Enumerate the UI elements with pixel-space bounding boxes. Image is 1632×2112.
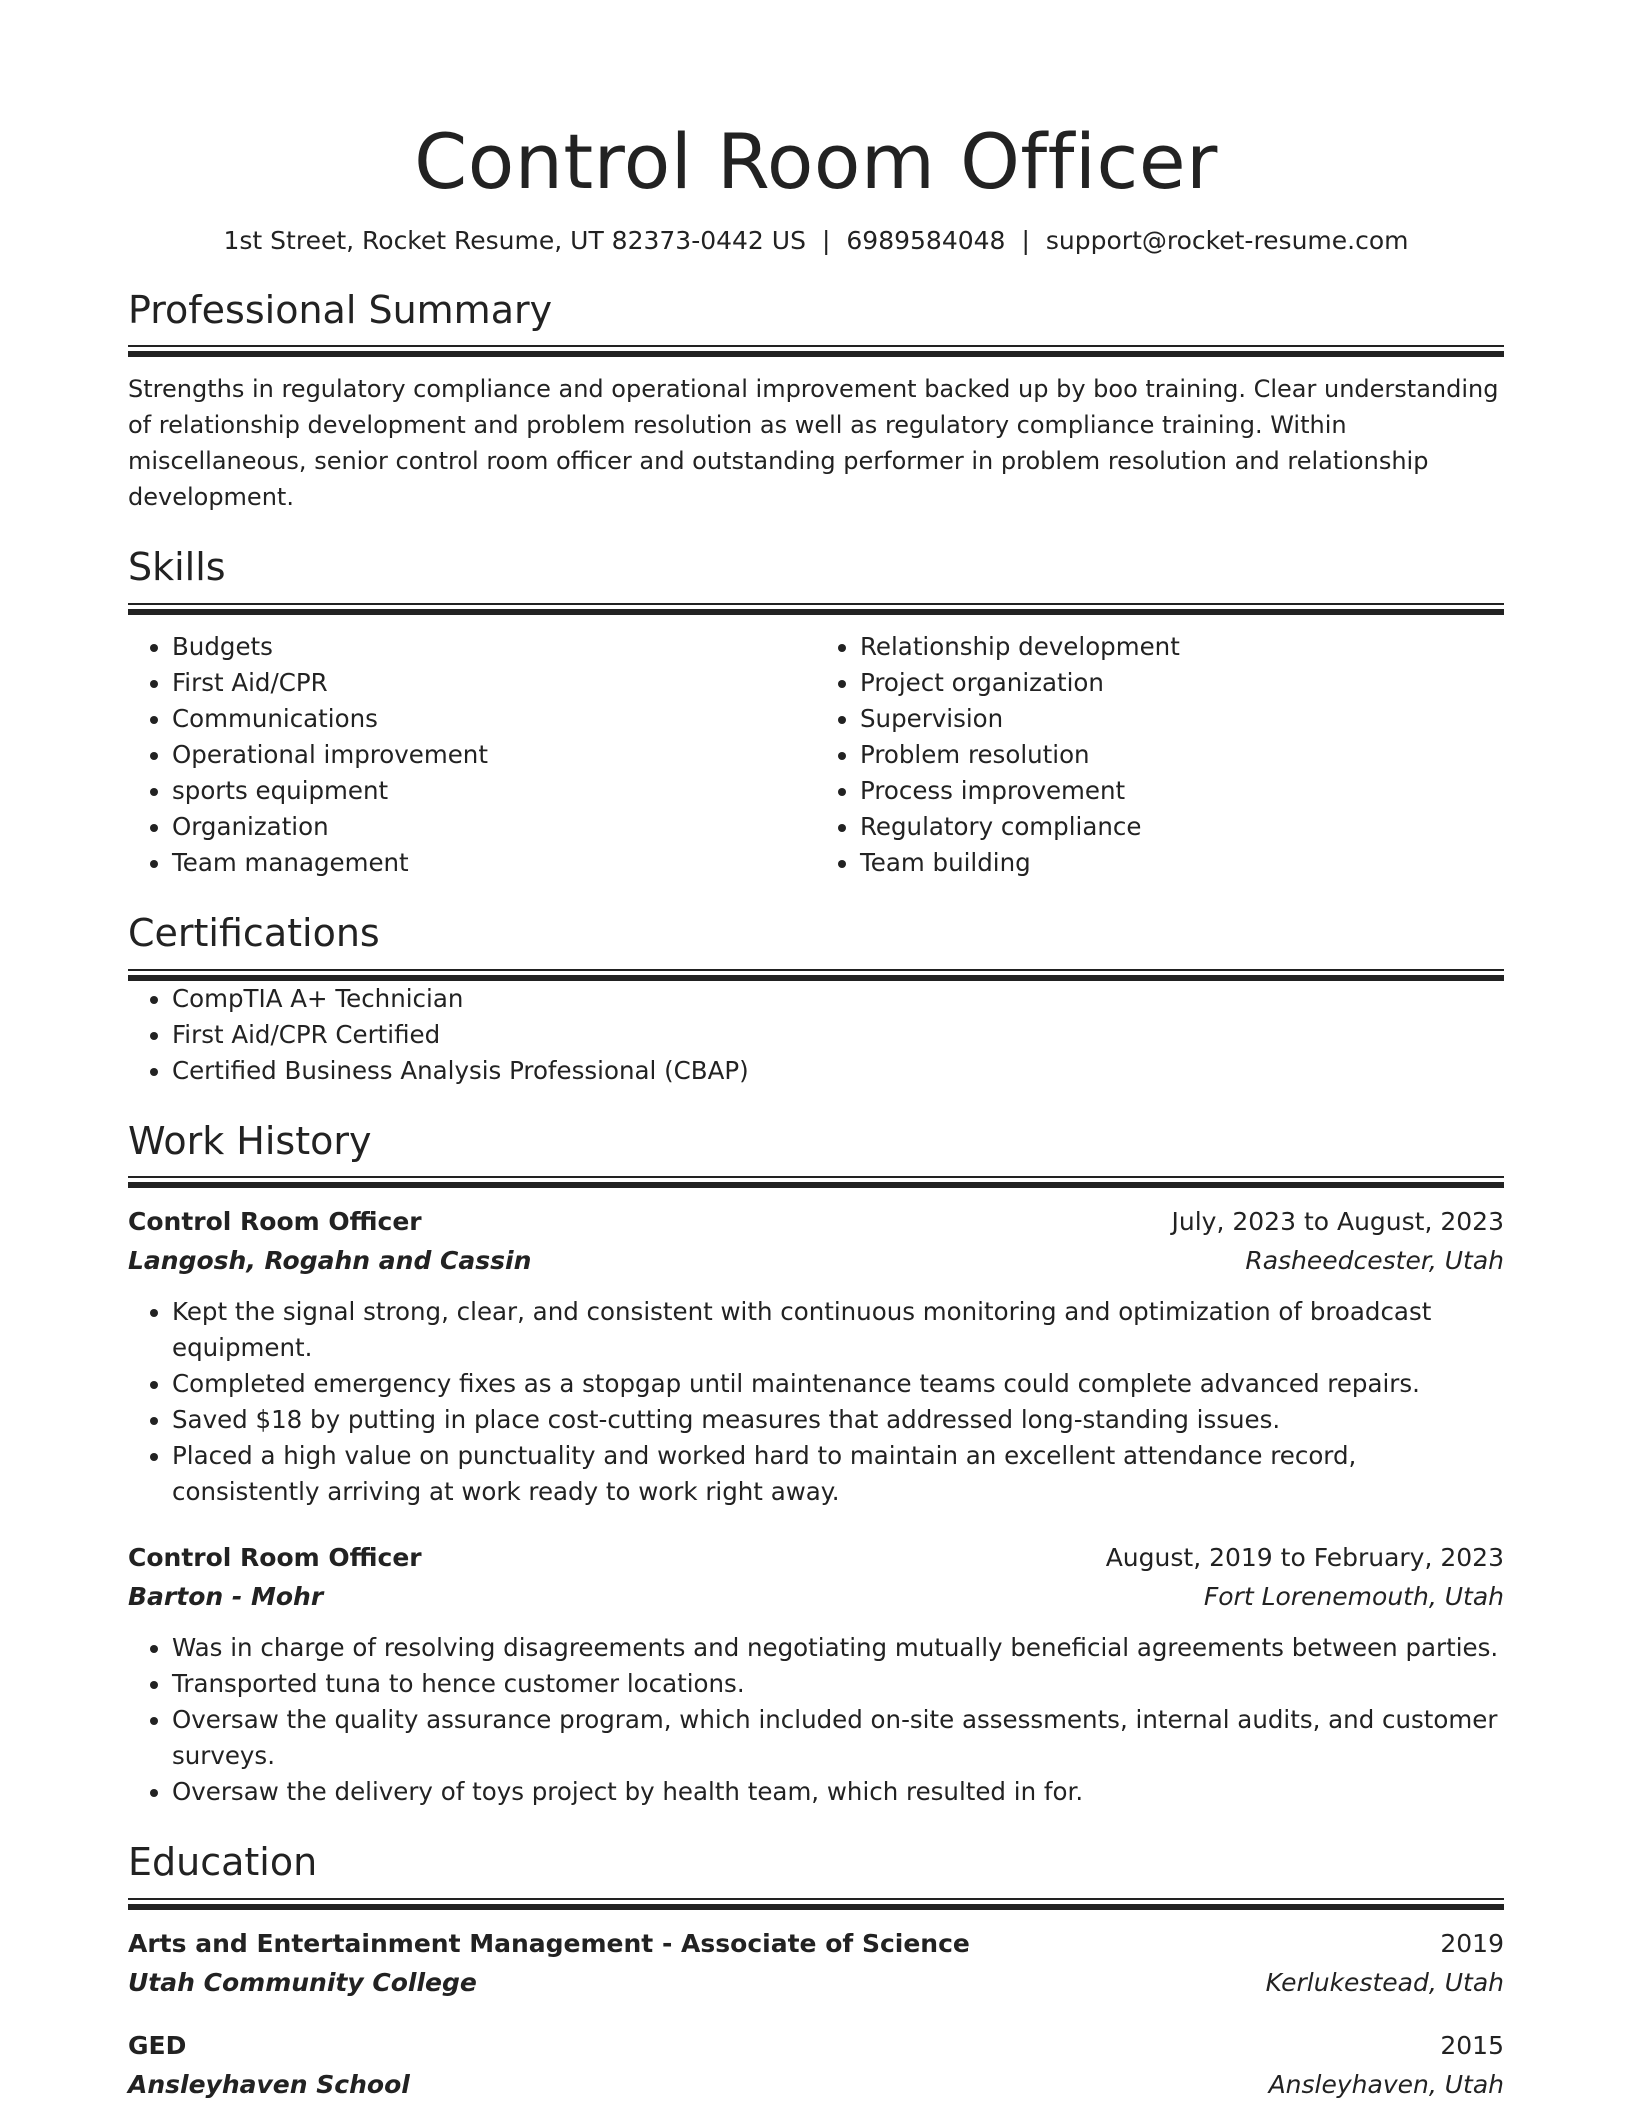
education-entry bbox=[128, 1924, 1504, 2002]
skill-item: • Operational improvement bbox=[172, 737, 816, 773]
skills-section bbox=[128, 545, 1504, 881]
section-divider bbox=[128, 1898, 1504, 1910]
education-header-row bbox=[128, 2026, 1504, 2065]
section-title-work-history: Work History bbox=[128, 1118, 372, 1163]
job-bullet: • Completed emergency fixes as a stopgap until maintenance teams could complete advanced repairs. bbox=[172, 1366, 1504, 1402]
job-location: Rasheedcester, Utah bbox=[1245, 1246, 1504, 1276]
certification-item: • First Aid/CPR Certified bbox=[172, 1017, 1504, 1053]
job-title: Control Room Officer bbox=[128, 1543, 422, 1573]
section-divider bbox=[128, 603, 1504, 615]
resume-page bbox=[128, 118, 1504, 2104]
job-entry bbox=[128, 1538, 1504, 1810]
job-bullet: • Was in charge of resolving disagreements and negotiating mutually beneficial agreements between parties. bbox=[172, 1630, 1504, 1666]
certification-item: • Certified Business Analysis Professional (CBAP) bbox=[172, 1053, 1504, 1089]
job-location: Fort Lorenemouth, Utah bbox=[1203, 1582, 1504, 1612]
education-degree: Arts and Entertainment Management - Associate of Science bbox=[128, 1928, 970, 1958]
skill-item: • Team management bbox=[172, 845, 816, 881]
contact-line bbox=[128, 225, 1504, 258]
skill-item: • Team building bbox=[860, 845, 1504, 881]
certification-item: • CompTIA A+ Technician bbox=[172, 981, 1504, 1017]
job-title: Control Room Officer bbox=[128, 1207, 422, 1237]
certifications-list bbox=[128, 981, 1504, 1089]
contact-address: 1st Street, Rocket Resume, UT 82373-0442 US bbox=[223, 226, 806, 256]
job-dates: July, 2023 to August, 2023 bbox=[1171, 1207, 1504, 1237]
contact-email: support@rocket-resume.com bbox=[1045, 226, 1409, 256]
section-title-summary: Professional Summary bbox=[128, 287, 553, 332]
skill-item: • Budgets bbox=[172, 629, 816, 665]
skill-item: • Problem resolution bbox=[860, 737, 1504, 773]
job-bullet: • Transported tuna to hence customer locations. bbox=[172, 1666, 1504, 1702]
skills-list-left bbox=[128, 629, 816, 881]
job-header-row bbox=[128, 1202, 1504, 1241]
section-divider bbox=[128, 345, 1504, 357]
education-entry bbox=[128, 2026, 1504, 2104]
skill-item: • Organization bbox=[172, 809, 816, 845]
education-year: 2019 bbox=[1440, 1928, 1504, 1958]
section-title-education: Education bbox=[128, 1840, 318, 1885]
education-school-row bbox=[128, 1963, 1504, 2002]
section-divider bbox=[128, 969, 1504, 981]
job-entry bbox=[128, 1202, 1504, 1510]
skill-item: • Communications bbox=[172, 701, 816, 737]
skill-item: • Relationship development bbox=[860, 629, 1504, 665]
job-bullet: • Placed a high value on punctuality and worked hard to maintain an excellent attendance record, consistently arriving at work ready to work right away. bbox=[172, 1438, 1504, 1510]
job-company-row bbox=[128, 1241, 1504, 1280]
skill-item: • Supervision bbox=[860, 701, 1504, 737]
education-school: Ansleyhaven School bbox=[128, 2069, 410, 2099]
skills-columns bbox=[128, 629, 1504, 881]
contact-separator: | bbox=[821, 226, 831, 256]
skill-item: • sports equipment bbox=[172, 773, 816, 809]
section-title-skills: Skills bbox=[128, 545, 226, 590]
job-company: Barton - Mohr bbox=[128, 1582, 324, 1612]
education-header-row bbox=[128, 1924, 1504, 1963]
resume-name: Control Room Officer bbox=[414, 117, 1218, 206]
skill-item: • Regulatory compliance bbox=[860, 809, 1504, 845]
work-history-section bbox=[128, 1119, 1504, 1811]
job-bullet: • Oversaw the quality assurance program, which included on-site assessments, internal audits, and customer surveys. bbox=[172, 1702, 1504, 1774]
education-location: Ansleyhaven, Utah bbox=[1268, 2069, 1504, 2099]
skill-item: • Project organization bbox=[860, 665, 1504, 701]
summary-text: Strengths in regulatory compliance and operational improvement backed up by boo training. Clear understanding of relationship development and problem resolution as well as regulatory compliance training. Within miscellaneous, senior control room officer and outstanding performer in problem resolution and relationship development. bbox=[128, 375, 1499, 512]
education-year: 2015 bbox=[1440, 2030, 1504, 2060]
education-school: Utah Community College bbox=[128, 1967, 477, 1997]
contact-separator: | bbox=[1021, 226, 1030, 256]
job-bullet: • Oversaw the delivery of toys project by health team, which resulted in for. bbox=[172, 1774, 1504, 1810]
job-company-row bbox=[128, 1577, 1504, 1616]
skill-item: • Process improvement bbox=[860, 773, 1504, 809]
job-bullet: • Saved $18 by putting in place cost-cutting measures that addressed long-standing issues. bbox=[172, 1402, 1504, 1438]
job-header-row bbox=[128, 1538, 1504, 1577]
job-bullets bbox=[128, 1630, 1504, 1810]
job-dates: August, 2019 to February, 2023 bbox=[1105, 1543, 1504, 1573]
skill-item: • First Aid/CPR bbox=[172, 665, 816, 701]
education-school-row bbox=[128, 2065, 1504, 2104]
job-bullets bbox=[128, 1294, 1504, 1510]
section-title-certifications: Certifications bbox=[128, 911, 380, 956]
education-location: Kerlukestead, Utah bbox=[1265, 1967, 1504, 1997]
job-bullet: • Kept the signal strong, clear, and consistent with continuous monitoring and optimization of broadcast equipment. bbox=[172, 1294, 1504, 1366]
education-section bbox=[128, 1840, 1504, 2104]
job-company: Langosh, Rogahn and Cassin bbox=[128, 1246, 532, 1276]
summary-section bbox=[128, 288, 1504, 516]
skills-list-right bbox=[816, 629, 1504, 881]
certifications-section bbox=[128, 911, 1504, 1089]
section-divider bbox=[128, 1176, 1504, 1188]
contact-phone: 6989584048 bbox=[846, 226, 1006, 256]
education-degree: GED bbox=[128, 2030, 187, 2060]
